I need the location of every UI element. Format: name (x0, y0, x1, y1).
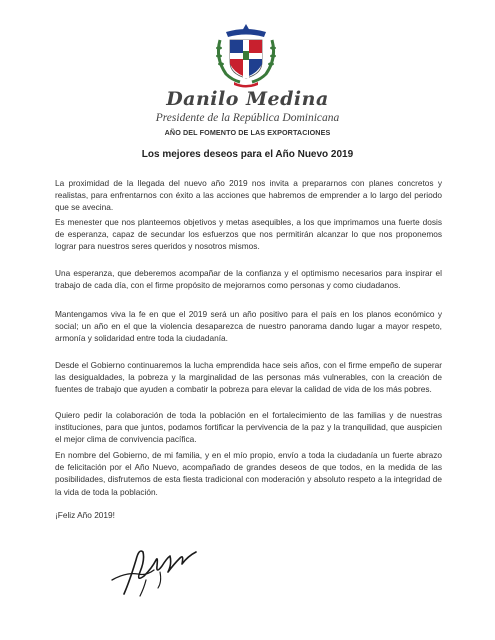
signatory-role: Presidente de la República Dominicana (155, 112, 340, 124)
body-paragraph: Desde el Gobierno continuaremos la lucha emprendida hace seis años, con el firme empeño de superar las desigualdades, la pobreza y la marginalidad de las personas más vulnerables, con la creación de fuentes de trabajo que ayuden a combatir la pobreza para elevar la calidad de vida de los más pobres. (55, 360, 442, 395)
body-paragraph: Mantengamos viva la fe en que el 2019 será un año positivo para el país en los planos económico y social; un año en el que la violencia desaparezca de nuestro panorama dando lugar a mayor respeto, armonía y solidaridad entre toda la ciudadanía. (55, 309, 442, 344)
handwritten-signature-icon (110, 530, 205, 600)
body-paragraph: La proximidad de la llegada del nuevo año 2019 nos invita a prepararnos con planes concretos y realistas, para enfrentarnos con éxito a las acciones que habremos de emprender a lo largo del periodo que se avecina. (55, 178, 442, 213)
letter-title: Los mejores deseos para el Año Nuevo 2019 (141, 149, 354, 160)
body-paragraph: Una esperanza, que deberemos acompañar de la confianza y el optimismo necesarios para inspirar el trabajo de cada día, con el firme propósito de mejorarnos como personas y como ciudadanos. (55, 268, 442, 291)
body-paragraph: En nombre del Gobierno, de mi familia, y en el mío propio, envío a toda la ciudadanía un fuerte abrazo de felicitación por el Año Nuevo, acompañado de grandes deseos de que todos, en la medida de las posibilidades, disfrutemos de esta fiesta tradicional con moderación y absoluto respeto a la integridad de la vida de toda la población. (55, 450, 442, 497)
signatory-name: Danilo Medina (166, 88, 329, 110)
body-paragraph: Es menester que nos planteemos objetivos y metas asequibles, a los que imprimamos una fuerte dosis de esperanza, capaz de secundar los esfuerzos que nos permitirán alcanzar lo que nos proponemos lograr para nuestros seres queridos y nosotros mismos. (55, 217, 442, 252)
coat-of-arms-icon (212, 22, 280, 90)
year-motto: AÑO DEL FOMENTO DE LAS EXPORTACIONES (164, 128, 331, 137)
body-paragraph: Quiero pedir la colaboración de toda la población en el fortalecimiento de las familias y de nuestras instituciones, para que juntos, podamos fortificar la pervivencia de la paz y la tranquilidad, que auspicien el mejor clima de convivencia pacífica. (55, 410, 442, 445)
closing-greeting: ¡Feliz Año 2019! (55, 510, 115, 520)
